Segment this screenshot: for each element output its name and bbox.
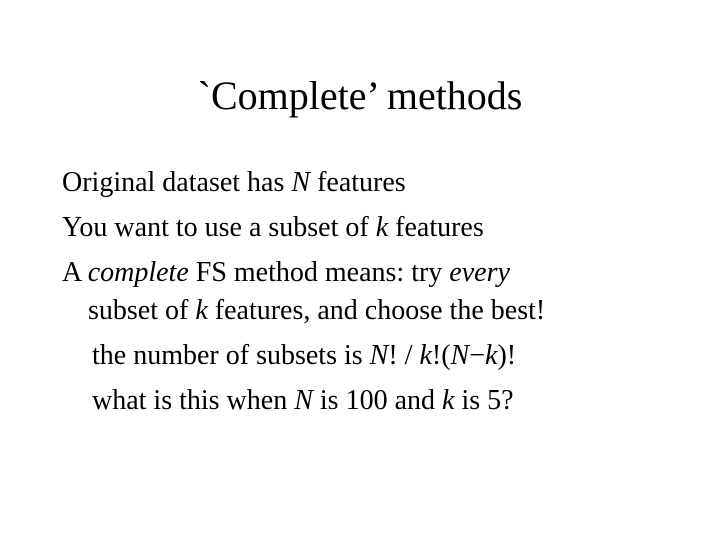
bullet-line-3	[62, 256, 510, 290]
text-segment: features	[310, 167, 406, 198]
italic-text-segment: k	[195, 295, 208, 326]
italic-text-segment: N	[294, 385, 313, 416]
bullet-line-2	[62, 211, 484, 245]
text-segment: subset of	[88, 295, 196, 326]
text-segment: −	[469, 340, 486, 371]
text-segment: You want to use a subset of	[62, 212, 376, 243]
text-segment: the number of subsets is	[92, 340, 370, 371]
italic-text-segment: k	[485, 340, 498, 371]
italic-text-segment: complete	[87, 257, 189, 288]
sub-bullet-line-1	[92, 339, 516, 373]
text-segment: is 5?	[454, 385, 514, 416]
italic-text-segment: k	[375, 212, 389, 243]
sub-bullet-line-2	[92, 384, 514, 418]
text-segment: FS method means: try	[188, 257, 450, 288]
text-segment: features	[388, 212, 484, 243]
italic-text-segment: k	[442, 385, 455, 416]
italic-text-segment: N	[450, 340, 470, 371]
text-segment: Original dataset has	[62, 167, 292, 198]
text-segment: )!	[497, 340, 517, 371]
text-segment: ! /	[388, 340, 420, 371]
text-segment: A	[62, 257, 88, 288]
italic-text-segment: N	[291, 167, 311, 198]
bullet-line-1	[62, 166, 406, 200]
text-segment: what is this when	[92, 385, 295, 416]
italic-text-segment: N	[369, 340, 389, 371]
bullet-line-3-continuation	[88, 294, 545, 328]
text-segment: !(	[431, 340, 451, 371]
italic-text-segment: k	[419, 340, 432, 371]
slide-title: `Complete’ methods	[197, 73, 523, 118]
text-segment: is 100 and	[312, 385, 443, 416]
text-segment: features, and choose the best!	[207, 295, 546, 326]
italic-text-segment: every	[449, 257, 510, 288]
